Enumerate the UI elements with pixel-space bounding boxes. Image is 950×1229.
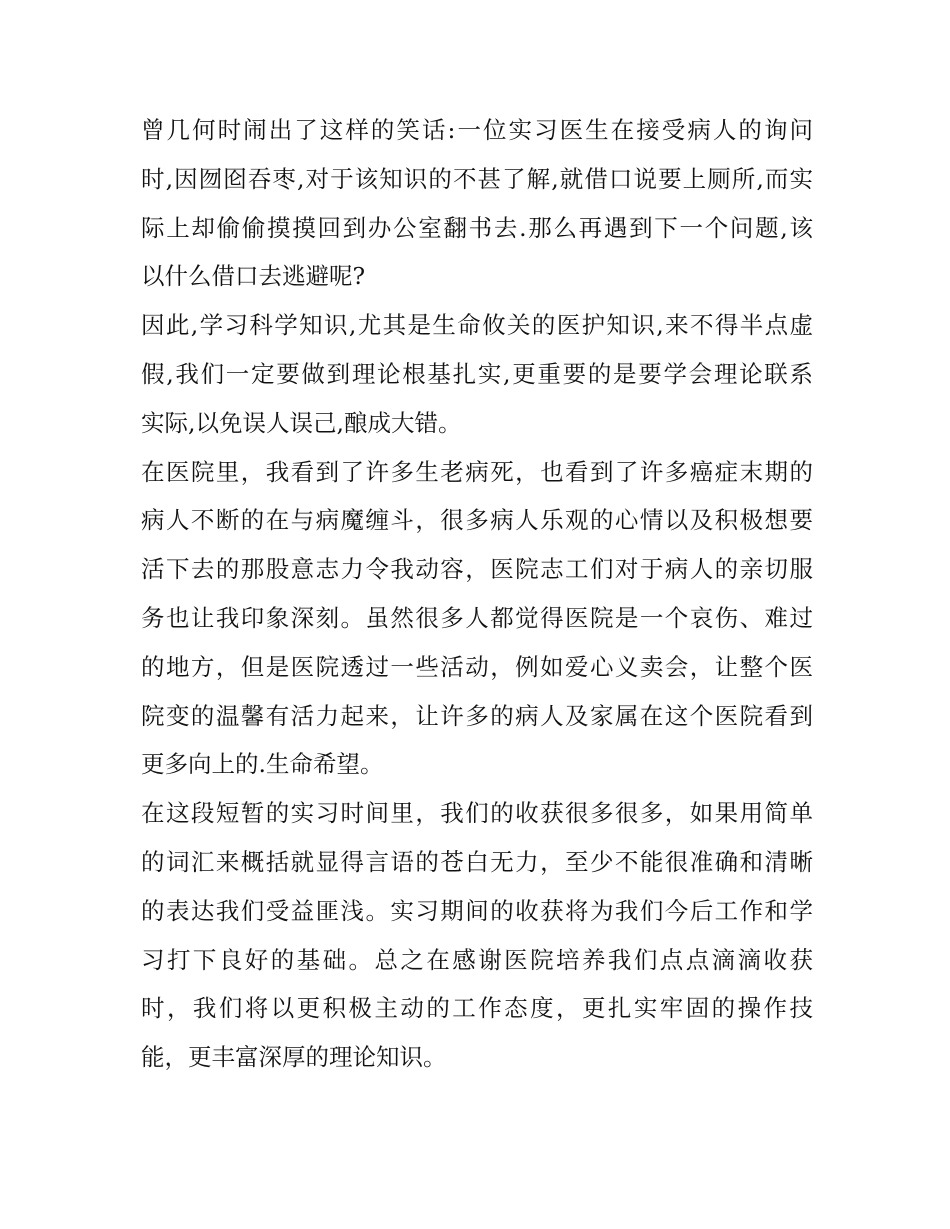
text-line: 的词汇来概括就显得言语的苍白无力，至少不能很准确和清晰 (141, 847, 813, 876)
text-line: 务也让我印象深刻。虽然很多人都觉得医院是一个哀伤、难过 (141, 603, 813, 632)
text-line: 的地方，但是医院透过一些活动，例如爱心义卖会，让整个医 (141, 652, 813, 681)
text-line: 际上却偷偷摸摸回到办公室翻书去.那么再遇到下一个问题,该 (141, 213, 813, 242)
text-line: 活下去的那股意志力令我动容，医院志工们对于病人的亲切服 (141, 555, 813, 584)
text-line: 因此,学习科学知识,尤其是生命攸关的医护知识,来不得半点虚 (141, 311, 813, 340)
paragraph-4 (141, 789, 813, 1082)
text-line: 在医院里，我看到了许多生老病死，也看到了许多癌症末期的 (141, 457, 813, 486)
text-line: 实际,以免误人误己,酿成大错。 (141, 408, 462, 437)
text-line: 时,因囫囵吞枣,对于该知识的不甚了解,就借口说要上厕所,而实 (141, 164, 813, 193)
text-line: 假,我们一定要做到理论根基扎实,更重要的是要学会理论联系 (141, 359, 813, 388)
text-line: 时，我们将以更积极主动的工作态度，更扎实牢固的操作技 (141, 994, 813, 1023)
document-body (141, 106, 813, 1082)
paragraph-1 (141, 106, 813, 301)
text-line: 习打下良好的基础。总之在感谢医院培养我们点点滴滴收获 (141, 945, 813, 974)
text-line: 病人不断的在与病魔缠斗，很多病人乐观的心情以及积极想要 (141, 506, 813, 535)
text-line: 的表达我们受益匪浅。实习期间的收获将为我们今后工作和学 (141, 896, 813, 925)
text-line: 曾几何时闹出了这样的笑话:一位实习医生在接受病人的询问 (141, 116, 813, 144)
text-line: 能，更丰富深厚的理论知识。 (141, 1043, 447, 1072)
text-line: 在这段短暂的实习时间里，我们的收获很多很多，如果用简单 (141, 799, 813, 828)
paragraph-3 (141, 448, 813, 790)
paragraph-2 (141, 301, 813, 447)
text-line: 以什么借口去逃避呢? (141, 262, 366, 291)
text-line: 院变的温馨有活力起来，让许多的病人及家属在这个医院看到 (141, 701, 813, 730)
text-line: 更多向上的.生命希望。 (141, 750, 384, 779)
